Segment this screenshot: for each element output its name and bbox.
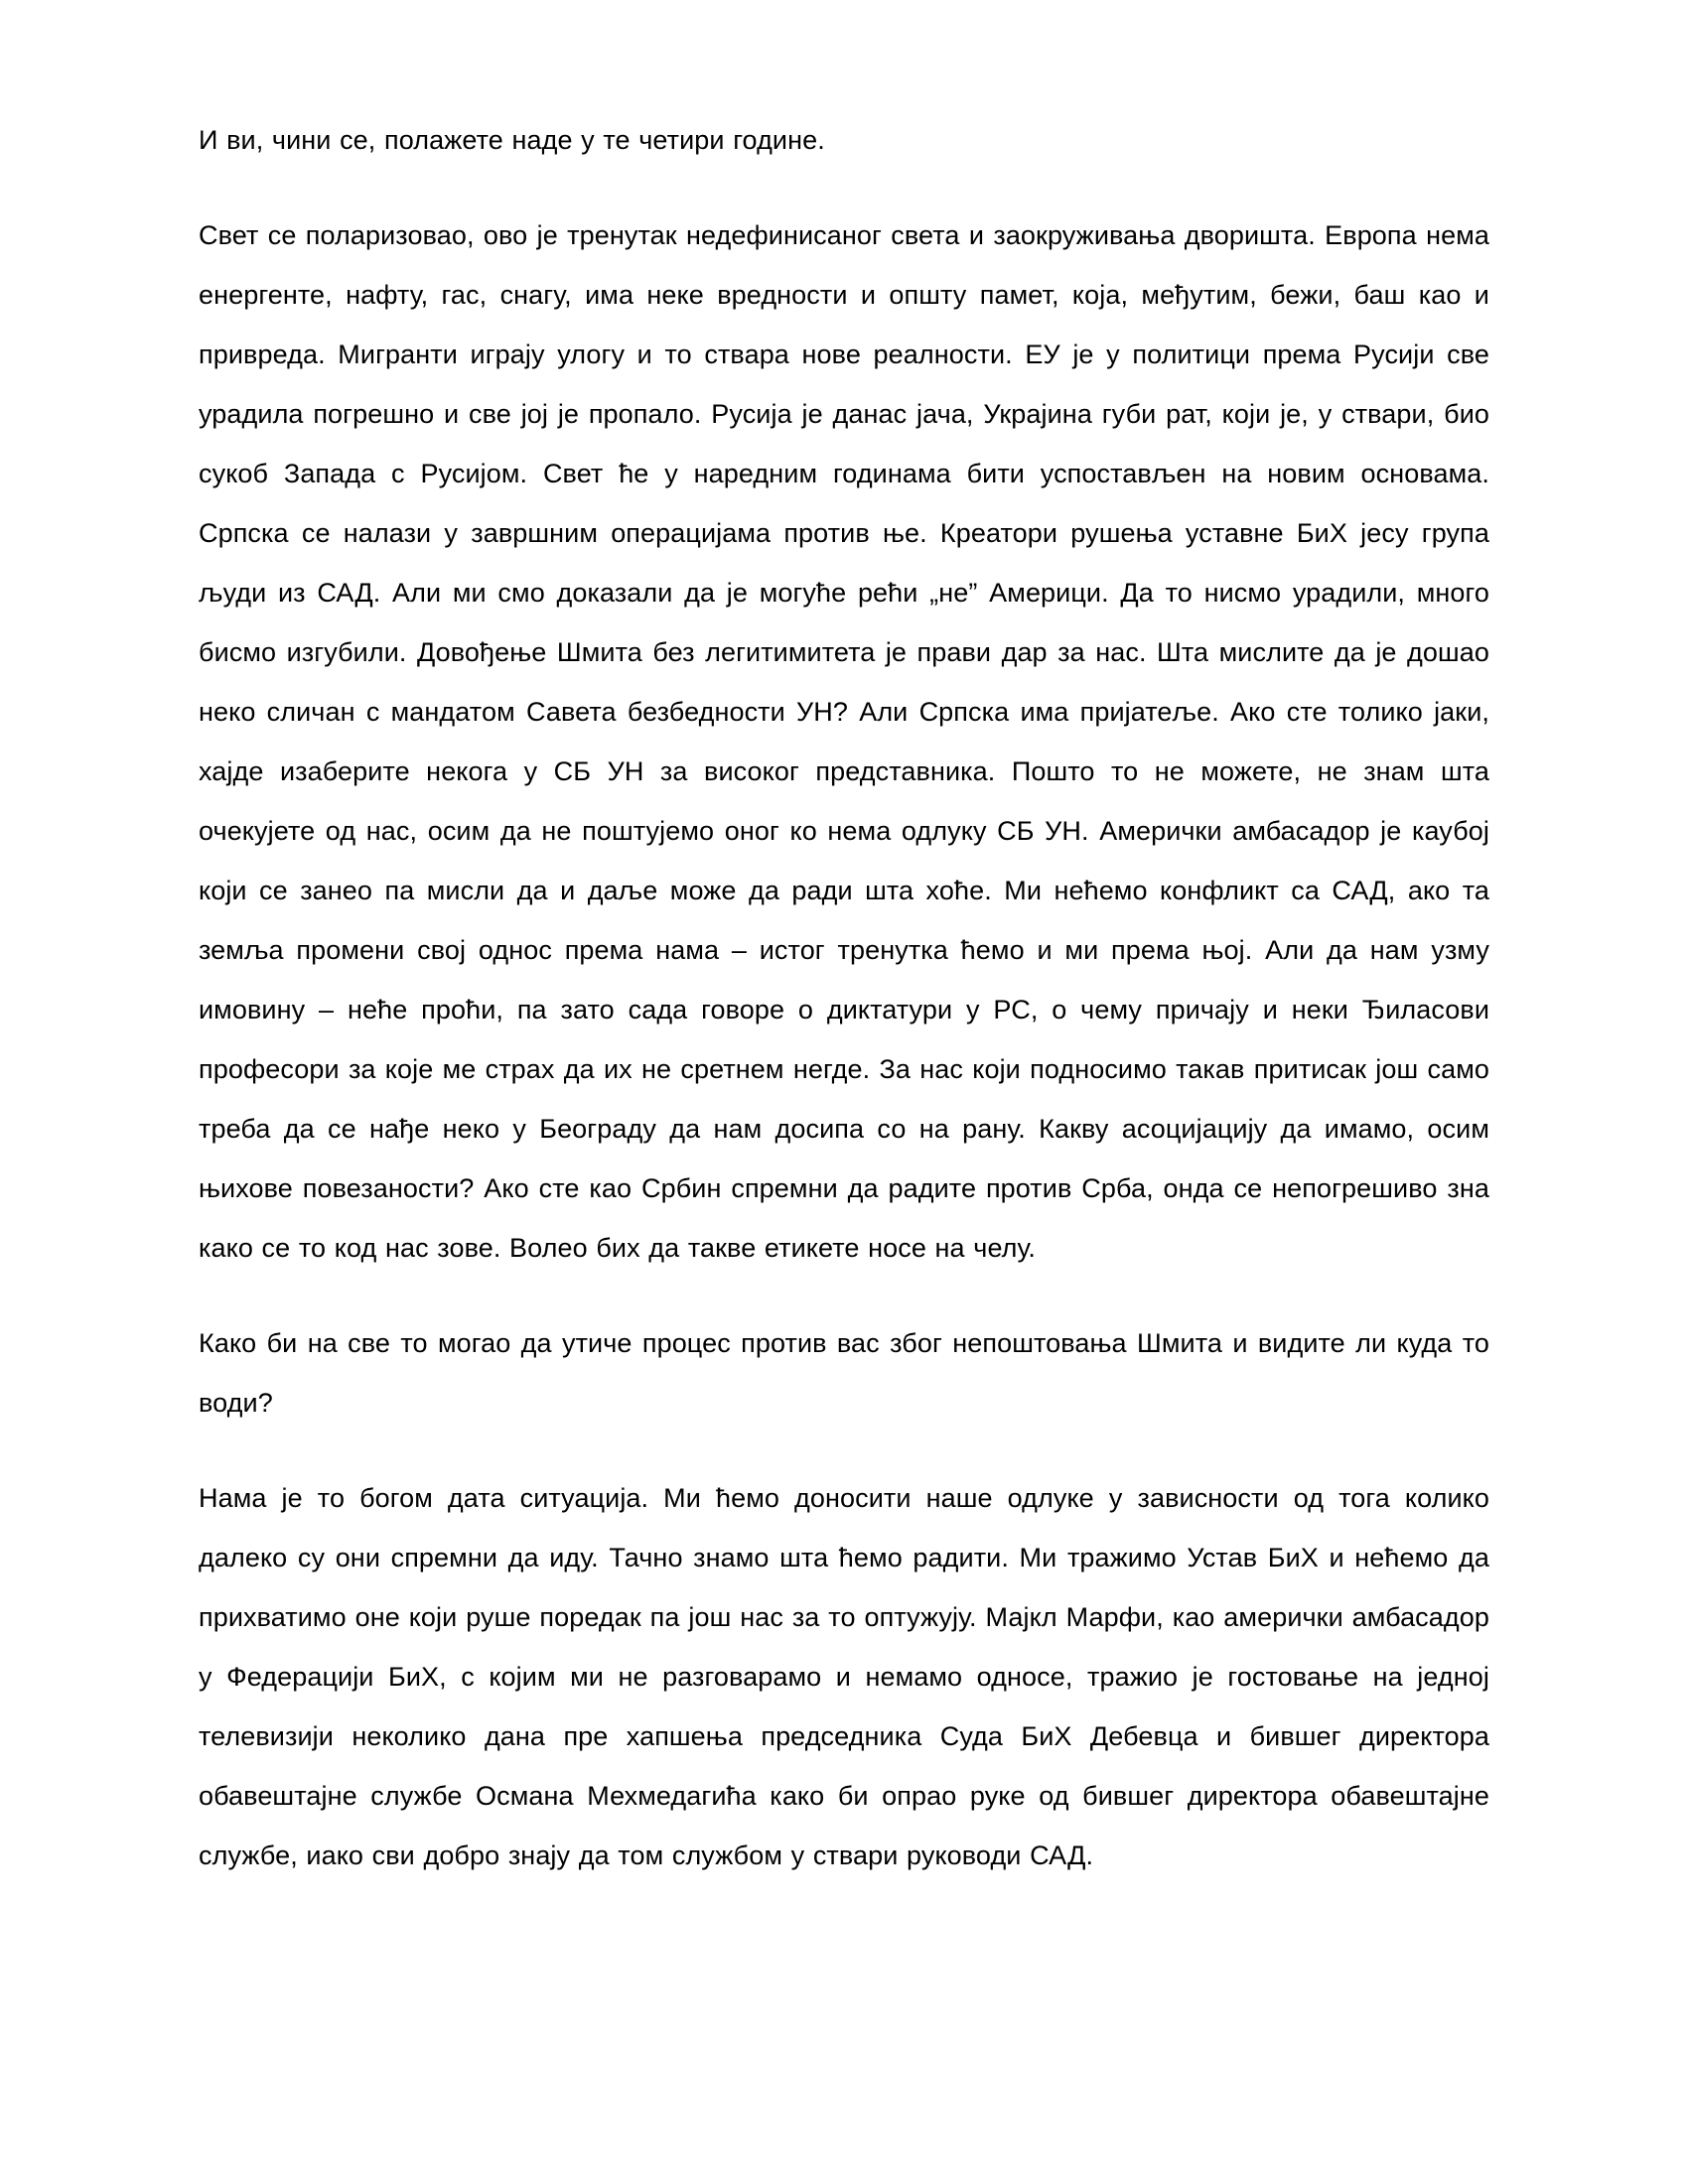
paragraph-answer-situation: Нама је то богом дата ситуација. Ми ћемо доносити наше одлуке у зависности од тога колико далеко су они спремни да иду. Тачно знамо шта ћемо радити. Ми тражимо Устав БиХ и нећемо да прихватимо оне који руше поредак па још нас за то оптужују. Мајкл Марфи, као амерички амбасадор у Федерацији БиХ, с којим ми не разговарамо и немамо односе, тражио је гостовање на једној телевизији неколико дана пре хапшења председника Суда БиХ Дебевца и бившег директора обавештајне службе Османа Мехмедагића како би опрао руке од бившег директора обавештајне службе, иако сви добро знају да том службом у ствари руководи САД. (199, 1483, 1489, 1870)
paragraph-intro-line: И ви, чини се, полажете наде у те четири године. (199, 125, 825, 155)
document-page (199, 110, 1489, 1885)
paragraph-answer-world: Свет се поларизовао, ово је тренутак недефинисаног света и заокруживања дворишта. Европа нема енергенте, нафту, гас, снагу, има неке вредности и општу памет, која, међутим, бежи, баш као и привреда. Мигранти играју улогу и то ствара нове реалности. ЕУ је у политици према Русији све урадила погрешно и све јој је пропало. Русија је данас јача, Украјина губи рат, који је, у ствари, био сукоб Запада с Русијом. Свет ће у наредним годинама бити успостављен на новим основама. Српска се налази у завршним операцијама против ње. Креатори рушења уставне БиХ јесу група људи из САД. Али ми смо доказали да је могуће рећи „не” Америци. Да то нисмо урадили, много бисмо изгубили. Довођење Шмита без легитимитета је прави дар за нас. Шта мислите да је дошао неко сличан с мандатом Савета безбедности УН? Али Српска има пријатеље. Ако сте толико јаки, хајде изаберите некога у СБ УН за високог представника. Пошто то не можете, не знам шта очекујете од нас, осим да не поштујемо оног ко нема одлуку СБ УН. Амерички амбасадор је каубој који се занео па мисли да и даље може да ради шта хоће. Ми нећемо конфликт са САД, ако та земља промени свој однос према нама – истог тренутка ћемо и ми према њој. Али да нам узму имовину – неће проћи, па зато сада говоре о диктатури у РС, о чему причају и неки Ђиласови професори за које ме страх да их не сретнем негде. За нас који подносимо такав притисак још само треба да се нађе неко у Београду да нам досипа со на рану. Какву асоцијацију да имамо, осим њихове повезаности? Ако сте као Србин спремни да радите против Срба, онда се непогрешиво зна како се то код нас зове. Волео бих да такве етикете носе на челу. (199, 220, 1489, 1263)
paragraph-question-schmidt: Како би на све то могао да утиче процес против вас због непоштовања Шмита и видите ли куда то води? (199, 1328, 1489, 1418)
